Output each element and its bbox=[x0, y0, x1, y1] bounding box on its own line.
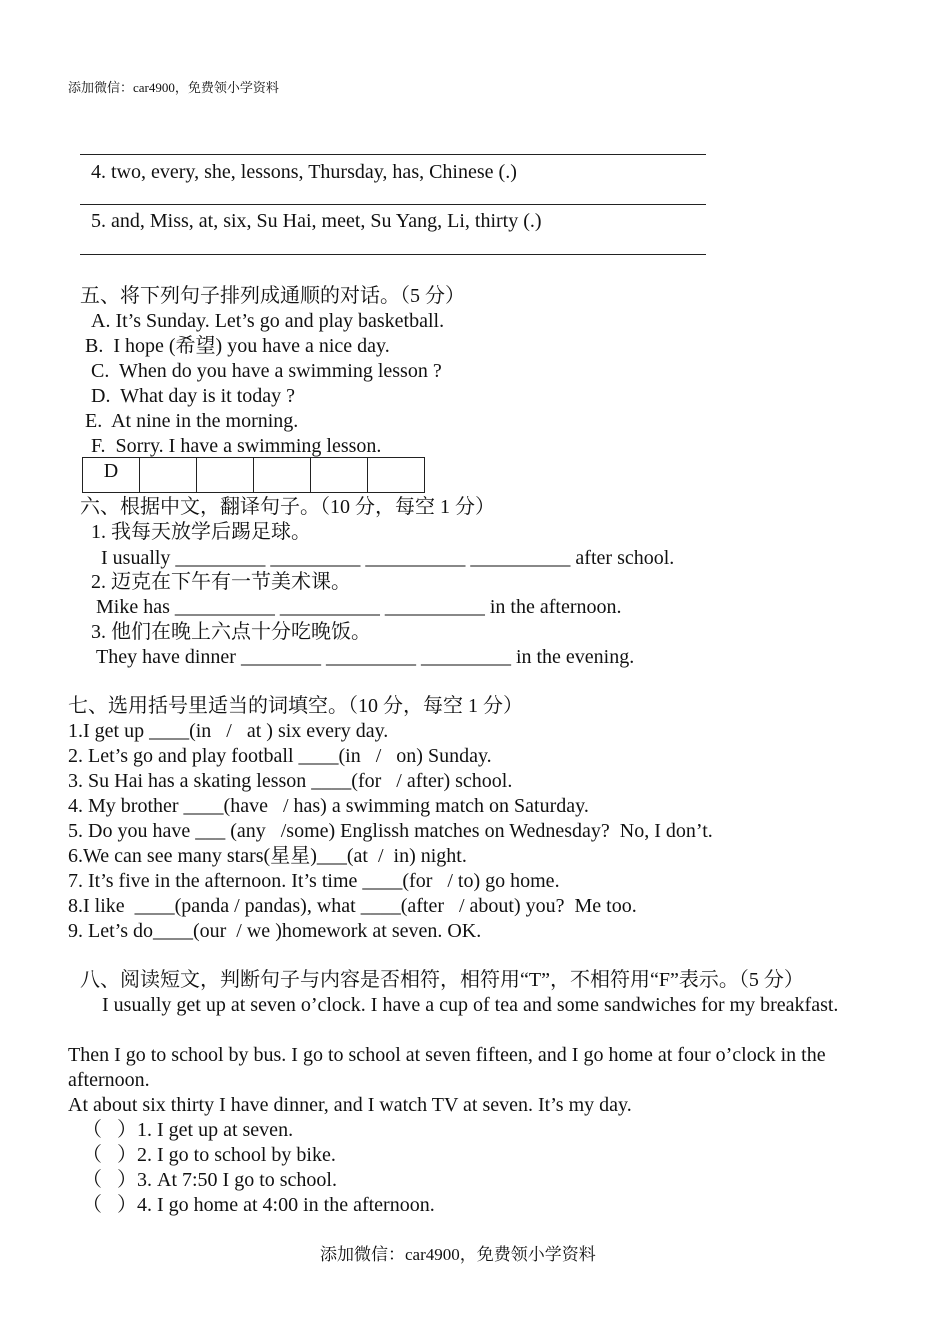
part5-line-b: B. I hope (希望) you have a nice day. bbox=[85, 335, 390, 357]
part6-title: 六、根据中文，翻译句子。（10 分，每空 1 分） bbox=[80, 496, 495, 518]
part8-paragraph-1: I usually get up at seven o’clock. I have a cup of tea and some sandwiches for my breakfast. bbox=[102, 994, 839, 1016]
part5-line-a: A. It’s Sunday. Let’s go and play basketball. bbox=[91, 310, 445, 332]
part4-item-5: 5. and, Miss, at, six, Su Hai, meet, Su Yang, Li, thirty (.) bbox=[91, 210, 542, 232]
part5-line-f: F. Sorry. I have a swimming lesson. bbox=[91, 435, 382, 457]
answer-cell-3[interactable] bbox=[197, 458, 254, 493]
part8-paragraph-2: Then I go to school by bus. I go to school at seven fifteen, and I go home at four o’clock in the afternoon. bbox=[68, 1044, 826, 1091]
footer-watermark-note: 添加微信：car4900，免费领小学资料 bbox=[320, 1245, 596, 1264]
part5-line-c: C. When do you have a swimming lesson ? bbox=[91, 360, 442, 382]
part7-title: 七、选用括号里适当的词填空。（10 分，每空 1 分） bbox=[68, 695, 523, 717]
answer-line bbox=[80, 254, 706, 255]
part6-q1-english: I usually _________ _________ __________ __________ after school. bbox=[101, 547, 675, 569]
header-watermark-note: 添加微信：car4900，免费领小学资料 bbox=[68, 80, 279, 95]
part7-item-6: 6.We can see many stars(星星)___(at / in) night. bbox=[68, 845, 467, 867]
answer-cell-6[interactable] bbox=[368, 458, 425, 493]
part7-item-8: 8.I like ____(panda / pandas), what ____(after / about) you? Me too. bbox=[68, 895, 637, 917]
part8-item-1: （ ）1. I get up at seven. bbox=[82, 1119, 294, 1141]
answer-order-table bbox=[82, 457, 425, 493]
part8-item-4: （ ）4. I go home at 4:00 in the afternoon. bbox=[82, 1194, 435, 1216]
answer-cell-2[interactable] bbox=[140, 458, 197, 493]
part5-line-e: E. At nine in the morning. bbox=[85, 410, 299, 432]
answer-cell-1: D bbox=[83, 458, 140, 493]
answer-cell-5[interactable] bbox=[311, 458, 368, 493]
part7-item-5: 5. Do you have ___ (any /some) Englissh matches on Wednesday? No, I don’t. bbox=[68, 820, 713, 842]
part6-q3-chinese: 3. 他们在晚上六点十分吃晚饭。 bbox=[91, 621, 371, 643]
part7-item-1: 1.I get up ____(in / at ) six every day. bbox=[68, 720, 389, 742]
part8-item-2: （ ）2. I go to school by bike. bbox=[82, 1144, 336, 1166]
answer-cell-4[interactable] bbox=[254, 458, 311, 493]
part7-item-9: 9. Let’s do____(our / we )homework at seven. OK. bbox=[68, 920, 482, 942]
part5-title: 五、将下列句子排列成通顺的对话。（5 分） bbox=[80, 285, 465, 307]
part6-q2-chinese: 2. 迈克在下午有一节美术课。 bbox=[91, 571, 351, 593]
part6-q2-english: Mike has __________ __________ __________ in the afternoon. bbox=[96, 596, 622, 618]
part8-paragraph-3: At about six thirty I have dinner, and I watch TV at seven. It’s my day. bbox=[68, 1094, 632, 1116]
part8-title: 八、阅读短文，判断句子与内容是否相符，相符用“T”，不相符用“F”表示。（5 分） bbox=[80, 969, 804, 991]
part5-line-d: D. What day is it today ? bbox=[91, 385, 296, 407]
part7-item-2: 2. Let’s go and play football ____(in / on) Sunday. bbox=[68, 745, 492, 767]
part6-q3-english: They have dinner ________ _________ _________ in the evening. bbox=[96, 646, 635, 668]
answer-line bbox=[80, 204, 706, 205]
part6-q1-chinese: 1. 我每天放学后踢足球。 bbox=[91, 521, 311, 543]
part7-item-7: 7. It’s five in the afternoon. It’s time ____(for / to) go home. bbox=[68, 870, 560, 892]
answer-line bbox=[80, 154, 706, 155]
part7-item-3: 3. Su Hai has a skating lesson ____(for / after) school. bbox=[68, 770, 513, 792]
part7-item-4: 4. My brother ____(have / has) a swimming match on Saturday. bbox=[68, 795, 589, 817]
part8-item-3: （ ）3. At 7:50 I go to school. bbox=[82, 1169, 337, 1191]
part4-item-4: 4. two, every, she, lessons, Thursday, has, Chinese (.) bbox=[91, 161, 517, 183]
